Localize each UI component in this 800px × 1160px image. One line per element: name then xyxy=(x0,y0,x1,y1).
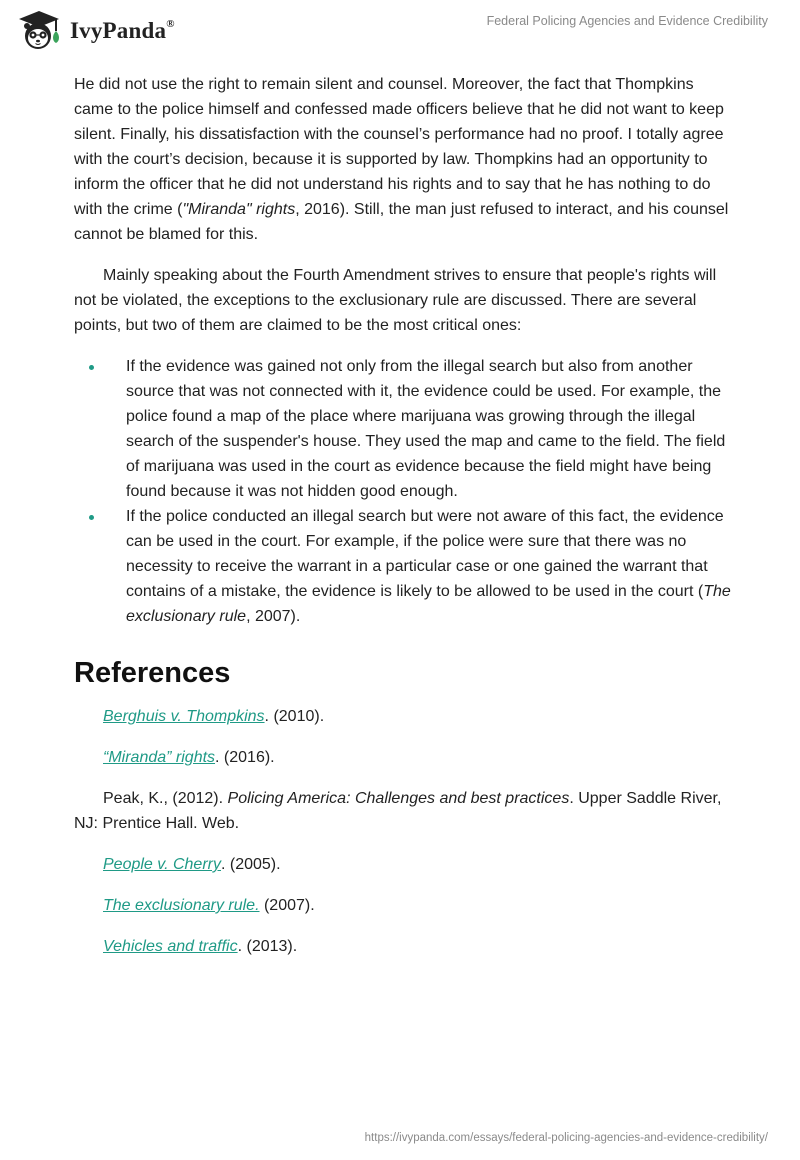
essay-content xyxy=(74,72,734,959)
paragraph-fourth-amendment: Mainly speaking about the Fourth Amendment strives to ensure that people's rights will not be violated, the exceptions to the exclusionary rule are discussed. There are several points, but two of them are claimed to be the most critical ones: xyxy=(74,267,717,334)
panda-graduate-icon xyxy=(16,9,62,53)
reference-link[interactable]: Berghuis v. Thompkins xyxy=(103,708,265,725)
bullet-icon xyxy=(89,365,94,370)
page-header xyxy=(0,0,800,70)
source-url: https://ivypanda.com/essays/federal-policing-agencies-and-evidence-credibility/ xyxy=(364,1132,768,1144)
reference-item: People v. Cherry. (2005). xyxy=(103,856,281,873)
reference-link[interactable]: People v. Cherry xyxy=(103,856,221,873)
exceptions-list xyxy=(74,354,734,629)
reference-item: The exclusionary rule. (2007). xyxy=(103,897,315,914)
bullet-icon xyxy=(89,515,94,520)
reference-item: “Miranda” rights. (2016). xyxy=(103,749,275,766)
reference-link[interactable]: “Miranda” rights xyxy=(103,749,216,766)
ivypanda-logo[interactable] xyxy=(16,9,175,53)
references-heading: References xyxy=(74,657,231,689)
reference-item: Berghuis v. Thompkins. (2010). xyxy=(103,708,325,725)
list-item: If the police conducted an illegal search but were not aware of this fact, the evidence can be used in the court. For example, if the police were sure that there was no necessity to receive the warrant in a particular case or one gained the warrant that contains of a mistake, the evidence is likely to be allowed to be used in the court (The exclusionary rule, 2007). xyxy=(74,504,734,629)
reference-item: Peak, K., (2012). Policing America: Challenges and best practices. Upper Saddle River, NJ: Prentice Hall. Web. xyxy=(74,790,722,832)
paragraph-thompkins: He did not use the right to remain silent and counsel. Moreover, the fact that Thompkins came to the police himself and confessed made officers believe that he did not want to keep silent. Finally, his dissatisfaction with the counsel’s performance had no proof. I totally agree with the court’s decision, because it is supported by law. Thompkins had an opportunity to inform the officer that he did not understand his rights and to say that he has nothing to do with the crime ("Miranda" rights, 2016). Still, the man just refused to interact, and his counsel cannot be blamed for this. xyxy=(74,76,729,243)
reference-link[interactable]: The exclusionary rule. xyxy=(103,897,260,914)
logo-wordmark: IvyPanda® xyxy=(70,18,175,43)
reference-item: Vehicles and traffic. (2013). xyxy=(103,938,298,955)
list-item: If the evidence was gained not only from the illegal search but also from another source that was not connected with it, the evidence could be used. For example, the police found a map of the place where marijuana was growing through the illegal search of the suspender's house. They used the map and came to the field. The field of marijuana was used in the court as evidence because the field might have being found because it was not hidden good enough. xyxy=(74,354,734,504)
document-title: Federal Policing Agencies and Evidence Credibility xyxy=(486,14,768,28)
reference-link[interactable]: Vehicles and traffic xyxy=(103,938,238,955)
